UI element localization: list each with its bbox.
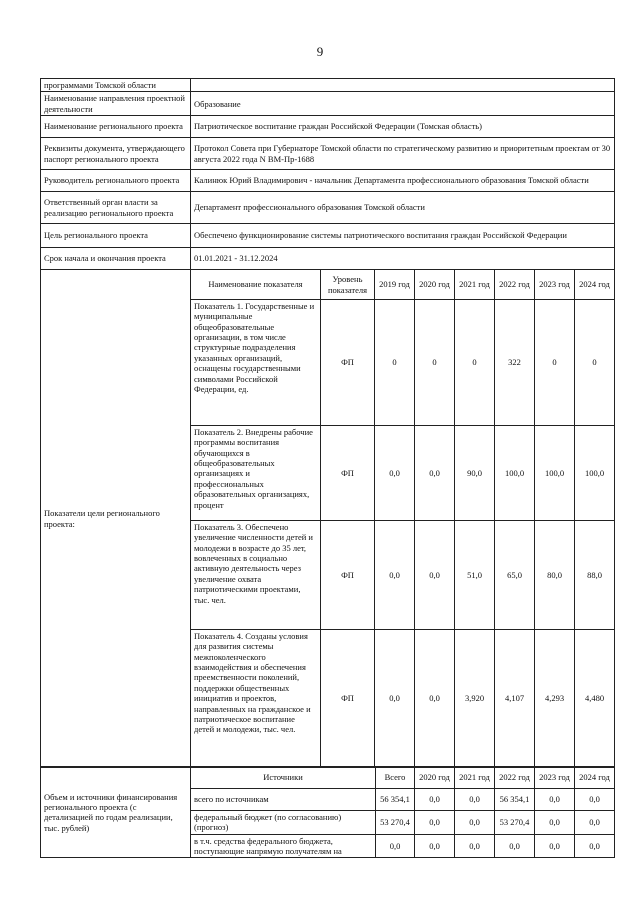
source-value: 0,0 bbox=[535, 834, 575, 858]
source-value: 0,0 bbox=[415, 811, 455, 835]
project-name-value: Патриотическое воспитание граждан Российской Федерации (Томская область) bbox=[191, 116, 615, 138]
indicator-level-header: Уровень показателя bbox=[321, 270, 375, 300]
indicator-name: Показатель 4. Созданы условия для развития системы межпоколенческого взаимодействия и обеспечения преемственности поколений, поддержки общественных инициатив и проектов, направленных на гражданское и патриотическое воспитание детей и молодежи, тыс. чел. bbox=[191, 630, 321, 768]
indicator-value: 0,0 bbox=[415, 521, 455, 630]
page-number: 9 bbox=[316, 44, 324, 59]
financing-table bbox=[40, 766, 615, 858]
indicator-value: 65,0 bbox=[495, 521, 535, 630]
indicator-name: Показатель 2. Внедрены рабочие программы воспитания обучающихся в общеобразовательных организациях и профессиональных образовательных организациях, процент bbox=[191, 426, 321, 521]
source-value: 0,0 bbox=[455, 811, 495, 835]
year-header: 2023 год bbox=[535, 270, 575, 300]
indicator-value: 88,0 bbox=[575, 521, 615, 630]
source-total: 0,0 bbox=[376, 834, 415, 858]
indicator-name: Показатель 1. Государственные и муниципальные общеобразовательные организации, в том числе структурные подразделения указанных организаций, оснащены государственными символами Российской Федерации, ед. bbox=[191, 300, 321, 426]
passport-table bbox=[40, 78, 615, 270]
indicator-level: ФП bbox=[321, 300, 375, 426]
source-header: Источники bbox=[191, 767, 376, 789]
continuation-cell: программами Томской области bbox=[41, 79, 191, 92]
year-header: 2020 год bbox=[415, 270, 455, 300]
project-period-value: 01.01.2021 - 31.12.2024 bbox=[191, 248, 615, 270]
year-header: 2019 год bbox=[375, 270, 415, 300]
project-goal-label: Цель регионального проекта bbox=[41, 224, 191, 248]
indicator-value: 4,293 bbox=[535, 630, 575, 768]
source-total: 53 270,4 bbox=[376, 811, 415, 835]
document-details-value: Протокол Совета при Губернаторе Томской области по стратегическому развитию и приоритетным проектам от 30 августа 2022 года N ВМ-Пр-1688 bbox=[191, 138, 615, 170]
source-value: 56 354,1 bbox=[495, 789, 535, 811]
source-value: 0,0 bbox=[455, 789, 495, 811]
year-header: 2021 год bbox=[455, 767, 495, 789]
indicator-value: 0 bbox=[575, 300, 615, 426]
direction-value: Образование bbox=[191, 92, 615, 116]
responsible-body-label: Ответственный орган власти за реализацию регионального проекта bbox=[41, 192, 191, 224]
indicator-value: 100,0 bbox=[495, 426, 535, 521]
indicator-value: 80,0 bbox=[535, 521, 575, 630]
source-value: 0,0 bbox=[535, 789, 575, 811]
source-value: 0,0 bbox=[415, 834, 455, 858]
source-name: всего по источникам bbox=[191, 789, 376, 811]
year-header: 2020 год bbox=[415, 767, 455, 789]
indicator-value: 0,0 bbox=[375, 426, 415, 521]
indicator-value: 0,0 bbox=[375, 521, 415, 630]
indicator-level: ФП bbox=[321, 630, 375, 768]
indicator-value: 100,0 bbox=[575, 426, 615, 521]
project-name-label: Наименование регионального проекта bbox=[41, 116, 191, 138]
source-value: 0,0 bbox=[415, 789, 455, 811]
project-head-label: Руководитель регионального проекта bbox=[41, 170, 191, 192]
project-period-label: Срок начала и окончания проекта bbox=[41, 248, 191, 270]
year-header: 2024 год bbox=[575, 767, 615, 789]
source-value: 0,0 bbox=[495, 834, 535, 858]
indicator-value: 0 bbox=[455, 300, 495, 426]
total-header: Всего bbox=[376, 767, 415, 789]
year-header: 2021 год bbox=[455, 270, 495, 300]
indicator-name: Показатель 3. Обеспечено увеличение численности детей и молодежи в возрасте до 35 лет, вовлеченных в социально активную деятельность через увеличение охвата патриотическими проектами, тыс. чел. bbox=[191, 521, 321, 630]
indicator-value: 0 bbox=[415, 300, 455, 426]
indicator-value: 0,0 bbox=[415, 630, 455, 768]
indicator-value: 0 bbox=[375, 300, 415, 426]
source-name: федеральный бюджет (по согласованию) (прогноз) bbox=[191, 811, 376, 835]
year-header: 2024 год bbox=[575, 270, 615, 300]
indicator-level: ФП bbox=[321, 426, 375, 521]
indicator-value: 90,0 bbox=[455, 426, 495, 521]
document-details-label: Реквизиты документа, утверждающего паспорт регионального проекта bbox=[41, 138, 191, 170]
year-header: 2022 год bbox=[495, 270, 535, 300]
indicator-value: 0,0 bbox=[415, 426, 455, 521]
indicator-value: 100,0 bbox=[535, 426, 575, 521]
project-goal-value: Обеспечено функционирование системы патриотического воспитания граждан Российской Федерации bbox=[191, 224, 615, 248]
responsible-body-value: Департамент профессионального образования Томской области bbox=[191, 192, 615, 224]
source-value: 0,0 bbox=[535, 811, 575, 835]
year-header: 2023 год bbox=[535, 767, 575, 789]
indicator-value: 51,0 bbox=[455, 521, 495, 630]
source-value: 53 270,4 bbox=[495, 811, 535, 835]
source-value: 0,0 bbox=[575, 834, 615, 858]
source-total: 56 354,1 bbox=[376, 789, 415, 811]
indicator-value: 0 bbox=[535, 300, 575, 426]
indicator-value: 4,480 bbox=[575, 630, 615, 768]
indicators-table bbox=[40, 269, 615, 768]
indicator-value: 0,0 bbox=[375, 630, 415, 768]
source-value: 0,0 bbox=[575, 811, 615, 835]
project-head-value: Калинюк Юрий Владимирович - начальник Департамента профессионального образования Томской области bbox=[191, 170, 615, 192]
indicator-level: ФП bbox=[321, 521, 375, 630]
indicator-value: 3,920 bbox=[455, 630, 495, 768]
source-value: 0,0 bbox=[455, 834, 495, 858]
indicators-label: Показатели цели регионального проекта: bbox=[41, 270, 191, 768]
indicator-name-header: Наименование показателя bbox=[191, 270, 321, 300]
indicator-value: 4,107 bbox=[495, 630, 535, 768]
year-header: 2022 год bbox=[495, 767, 535, 789]
direction-label: Наименование направления проектной деятельности bbox=[41, 92, 191, 116]
financing-label: Объем и источники финансирования регионального проекта (с детализацией по годам реализации, тыс. рублей) bbox=[41, 767, 191, 858]
source-value: 0,0 bbox=[575, 789, 615, 811]
indicator-value: 322 bbox=[495, 300, 535, 426]
source-name: в т.ч. средства федерального бюджета, поступающие напрямую получателям на bbox=[191, 834, 376, 858]
